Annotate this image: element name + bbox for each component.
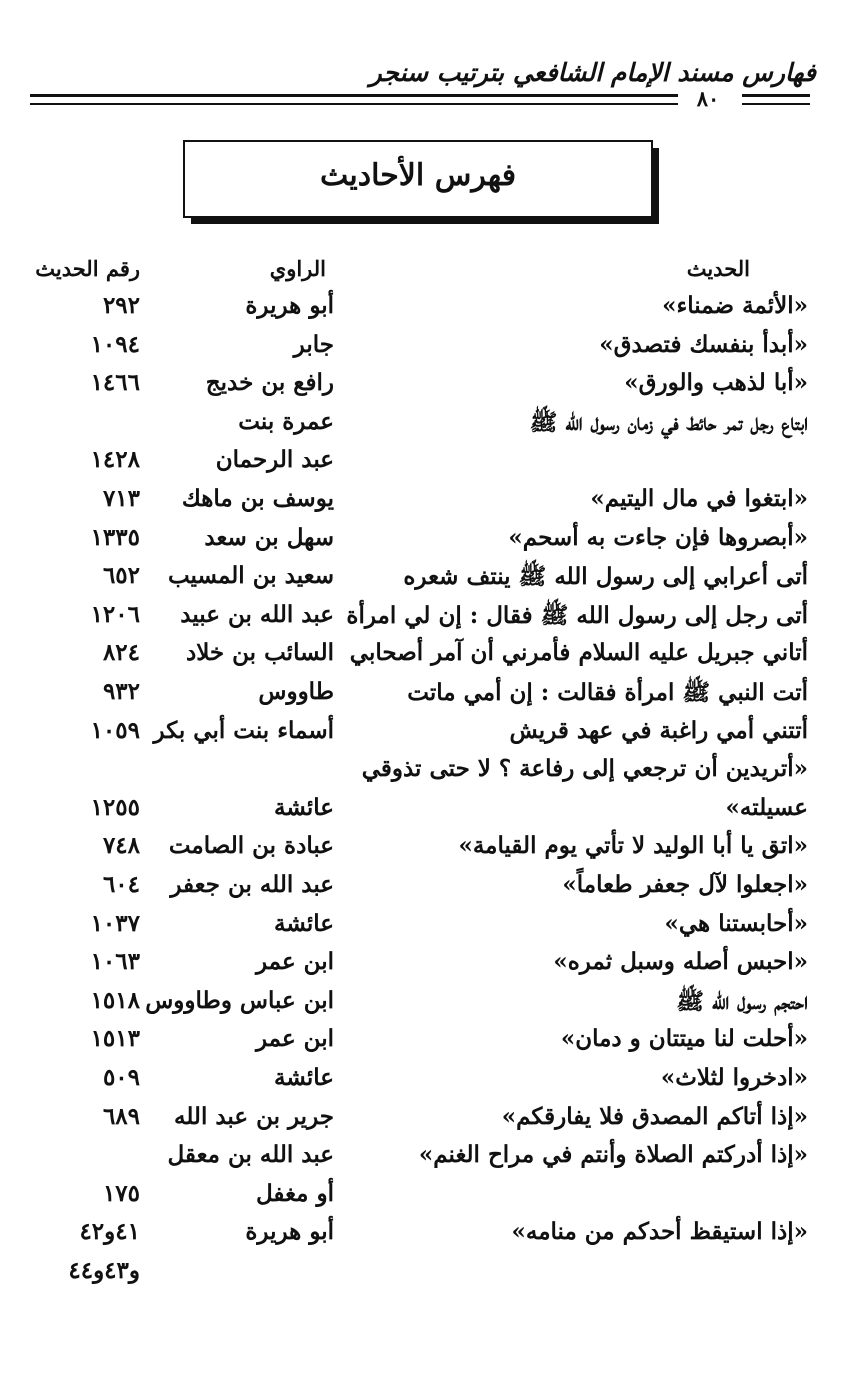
hadith-number: ٦٠٤ (102, 871, 140, 898)
narrator-name: جرير بن عبد الله (173, 1103, 334, 1130)
hadith-number: ٧٤٨ (102, 832, 140, 859)
narrator-name: السائب بن خلاد (185, 639, 334, 666)
narrator-name: ابن عمر (255, 948, 334, 975)
narrator-name: أبو هريرة (245, 292, 334, 319)
hadith-text: «احبس أصله وسبل ثمره» (553, 948, 808, 975)
hadith-text: «أبا لذهب والورق» (624, 369, 808, 396)
narrator-name: أسماء بنت أبي بكر (153, 717, 334, 744)
hadith-number: ١٧٥ (102, 1180, 140, 1207)
narrator-name: عبد الله بن جعفر (170, 871, 334, 898)
narrator-name: عمرة بنت (238, 408, 334, 435)
narrator-name: أو مغفل (256, 1180, 334, 1207)
page-number: ٨٠ (696, 86, 720, 111)
hadith-number: ٤١و٤٢ (79, 1218, 140, 1245)
hadith-text: «ابتغوا في مال اليتيم» (590, 485, 808, 512)
running-header-title: فهارس مسند الإمام الشافعي بترتيب سنجر (369, 58, 816, 87)
hadith-text: «الأئمة ضمناء» (662, 292, 808, 319)
hadith-number: ١٤٦٦ (90, 369, 140, 396)
hadith-number: ١٠٣٧ (90, 910, 140, 937)
narrator-name: عبد الله بن عبيد (180, 601, 334, 628)
narrator-name: يوسف بن ماهك (181, 485, 334, 512)
narrator-name: عبد الله بن معقل (167, 1141, 334, 1168)
hadith-number: ١٥١٣ (90, 1025, 140, 1052)
narrator-name: أبو هريرة (245, 1218, 334, 1245)
hadith-number: ٢٩٢ (102, 292, 140, 319)
hadith-text: أتتني أمي راغبة في عهد قريش (509, 717, 808, 744)
narrator-name: سهل بن سعد (204, 524, 334, 551)
hadith-text: أتى رجل إلى رسول الله ﷺ فقال : إن لي امرأة (346, 602, 808, 629)
hadith-number: ١٢٥٥ (90, 794, 140, 821)
hadith-text: «أحلت لنا ميتتان و دمان» (560, 1025, 808, 1052)
column-header-hadith: الحديث (686, 256, 750, 281)
narrator-name: طاووس (258, 678, 334, 705)
hadith-text: «إذا أتاكم المصدق فلا يفارقكم» (501, 1103, 808, 1130)
hadith-number: ٧١٣ (102, 485, 140, 512)
narrator-name: سعيد بن المسيب (167, 562, 334, 589)
narrator-name: ابن عمر (255, 1025, 334, 1052)
narrator-name: ابن عباس وطاووس (145, 987, 334, 1014)
hadith-text: «إذا أدركتم الصلاة وأنتم في مراح الغنم» (418, 1141, 808, 1168)
hadith-number: ١٠٦٣ (90, 948, 140, 975)
narrator-name: رافع بن خديج (205, 369, 334, 396)
hadith-text: احتجم رسول الله ﷺ (676, 988, 808, 1015)
hadith-text: «ادخروا لثلاث» (660, 1064, 808, 1091)
hadith-number: ١٥١٨ (90, 987, 140, 1014)
header-rule-left-top (30, 94, 678, 97)
hadith-text: أتاني جبريل عليه السلام فأمرني أن آمر أصحابي (349, 639, 808, 666)
hadith-text: أتى أعرابي إلى رسول الله ﷺ ينتف شعره (403, 563, 808, 590)
hadith-number: ١٠٩٤ (90, 331, 140, 358)
hadith-text: «أبصروها فإن جاءت به أسحم» (508, 524, 808, 551)
header-rule-right-top (742, 94, 810, 97)
hadith-number: ٦٨٩ (102, 1103, 140, 1130)
hadith-number: ١٣٣٥ (90, 524, 140, 551)
hadith-number: ٥٠٩ (102, 1064, 140, 1091)
hadith-text: عسيلته» (725, 794, 808, 821)
header-rule-left-bottom (30, 103, 678, 105)
hadith-number: ٦٥٢ (102, 562, 140, 589)
hadith-text: «أحابستنا هي» (664, 910, 808, 937)
section-title-box (183, 140, 653, 218)
hadith-number: ٨٢٤ (102, 639, 140, 666)
hadith-text: أتت النبي ﷺ امرأة فقالت : إن أمي ماتت (407, 679, 808, 706)
hadith-text: «اجعلوا لآل جعفر طعاماً» (562, 871, 808, 898)
hadith-number: ١٢٠٦ (90, 601, 140, 628)
narrator-name: عبادة بن الصامت (168, 832, 334, 859)
header-rule-right-bottom (742, 103, 810, 105)
hadith-text: «اتق يا أبا الوليد لا تأتي يوم القيامة» (458, 832, 808, 859)
hadith-number: ١٠٥٩ (90, 717, 140, 744)
narrator-name: عائشة (274, 794, 334, 821)
hadith-number: ١٤٢٨ (90, 446, 140, 473)
hadith-text: «إذا استيقظ أحدكم من منامه» (511, 1218, 808, 1245)
hadith-number: ٩٣٢ (102, 678, 140, 705)
narrator-name: عائشة (274, 910, 334, 937)
column-header-narrator: الراوي (269, 256, 326, 281)
hadith-text: «أبدأ بنفسك فتصدق» (599, 331, 808, 358)
column-header-number: رقم الحديث (35, 256, 140, 281)
narrator-name: عائشة (274, 1064, 334, 1091)
section-title: فهرس الأحاديث (319, 158, 517, 193)
hadith-text: ابتاع رجل تمر حائط في زمان رسول الله ﷺ (529, 409, 808, 436)
narrator-name: عبد الرحمان (215, 446, 334, 473)
hadith-number: و٤٣و٤٤ (68, 1257, 140, 1284)
hadith-text: «أتريدين أن ترجعي إلى رفاعة ؟ لا حتى تذوقي (361, 755, 808, 782)
narrator-name: جابر (293, 331, 334, 358)
